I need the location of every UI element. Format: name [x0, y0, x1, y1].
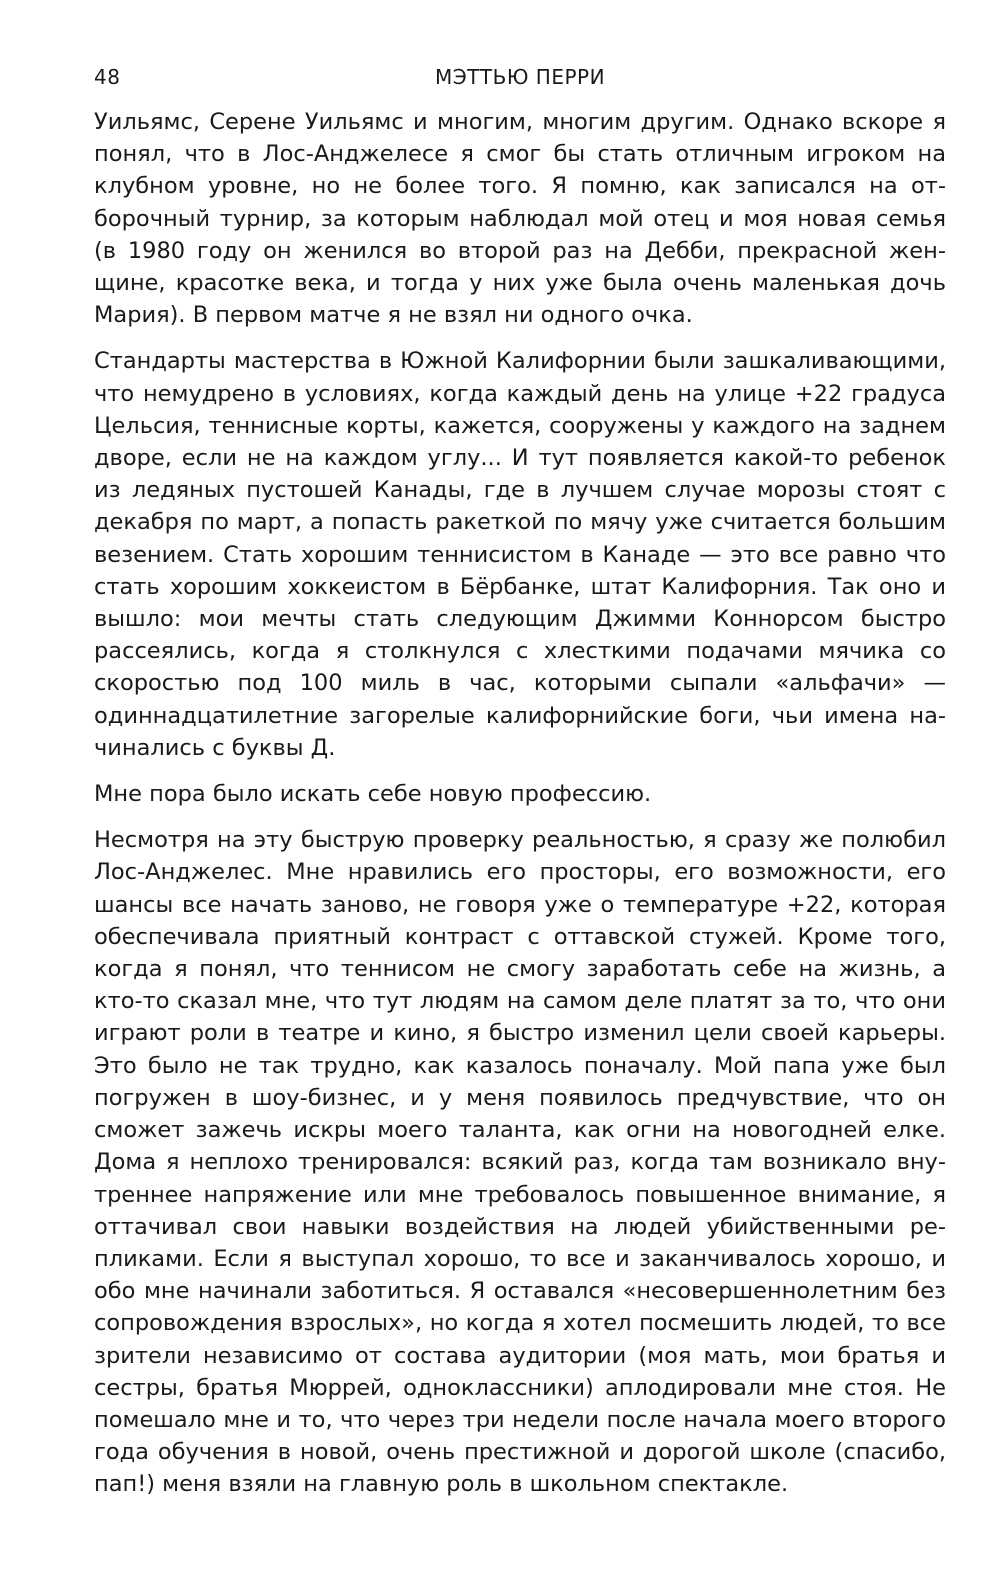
paragraph-2: Стандарты мастерства в Южной Калифорнии были зашкаливающими, что немудрено в условиях, когда каждый день на улице +22 градуса Цельсия, теннисные корты, кажется, сооружены у каждого на заднем дворе, если не на каждом углу... И тут появляется какой-то ребенок из ледяных пустошей Канады, где в лучшем случае морозы стоят с декабря по март, а попасть ракеткой по мячу уже считается большим везением. Стать хорошим теннисистом в Канаде — это все равно что стать хорошим хоккеистом в Бёрбанке, штат Калифорния. Так оно и вышло: мои мечты стать следующим Джимми Коннорсом быстро рассеялись, когда я столкнулся с хлесткими подачами мячика со скоростью под 100 миль в час, которыми сыпали «альфачи» — одиннадцатилетние загорелые калифорнийские боги, чьи имена начинались с буквы Д.: [94, 348, 946, 761]
running-head-author: МЭТТЬЮ ПЕРРИ: [434, 65, 606, 89]
paragraph-1: Уильямс, Серене Уильямс и многим, многим другим. Однако вскоре я понял, что в Лос-Анджелесе я смог бы стать отличным игроком на клубном уровне, но не более того. Я помню, как записался на отборочный турнир, за которым наблюдал мой отец и моя новая семья (в 1980 году он женился во второй раз на Дебби, прекрасной женщине, красотке века, и тогда у них уже была очень маленькая дочь Мария). В первом матче я не взял ни одного очка.: [94, 109, 946, 329]
running-head: [94, 65, 946, 95]
paragraph-3: Мне пора было искать себе новую профессию.: [94, 781, 652, 808]
page-number: 48: [94, 65, 121, 89]
body-text: [94, 106, 946, 1515]
paragraph-4: Несмотря на эту быструю проверку реальностью, я сразу же полюбил Лос-Анджелес. Мне нравились его просторы, его возможности, его шансы все начать заново, не говоря уже о температуре +22, которая обеспечивала приятный контраст с оттавской стужей. Кроме того, когда я понял, что теннисом не смогу заработать себе на жизнь, а кто-то сказал мне, что тут людям на самом деле платят за то, что они играют роли в театре и кино, я быстро изменил цели своей карьеры. Это было не так трудно, как казалось поначалу. Мой папа уже был погружен в шоу-бизнес, и у меня появилось предчувствие, что он сможет зажечь искры моего таланта, как огни на новогодней елке. Дома я неплохо тренировался: всякий раз, когда там возникало внутреннее напряжение или мне требовалось повышенное внимание, я оттачивал свои навыки воздействия на людей убийственными репликами. Если я выступал хорошо, то все и заканчивалось хорошо, и обо мне начинали заботиться. Я оставался «несовершеннолетним без сопровождения взрослых», но когда я хотел посмешить людей, то все зрители независимо от состава аудитории (моя мать, мои братья и сестры, братья Мюррей, одноклассники) аплодировали мне стоя. Не помешало мне и то, что через три недели после начала моего второго года обучения в новой, очень престижной и дорогой школе (спасибо, пап!) меня взяли на главную роль в школьном спектакле.: [94, 827, 946, 1498]
